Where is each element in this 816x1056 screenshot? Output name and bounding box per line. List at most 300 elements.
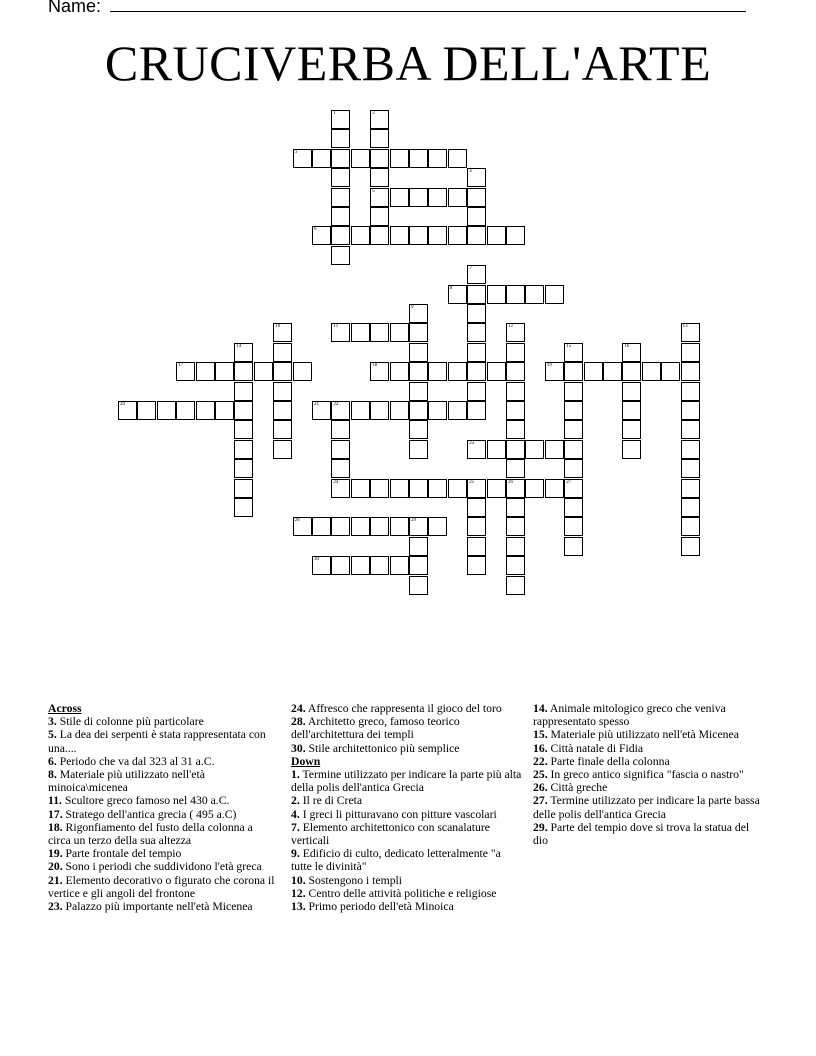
clue-item [291, 821, 523, 847]
cell-number: 13 [682, 324, 688, 330]
grid-cell[interactable] [234, 420, 253, 439]
clue-text: Elemento architettonico con scanalature verticali [291, 820, 490, 848]
grid-cell[interactable] [409, 362, 428, 381]
grid-cell[interactable] [467, 188, 486, 207]
grid-cell[interactable] [351, 517, 370, 536]
grid-cell[interactable] [681, 382, 700, 401]
grid-cell[interactable] [409, 304, 428, 323]
clues-column-1 [48, 702, 276, 913]
clue-item [291, 768, 523, 794]
clue-text: Città natale di Fidia [547, 741, 644, 755]
grid-cell[interactable] [467, 517, 486, 536]
grid-cell[interactable] [409, 401, 428, 420]
grid-cell[interactable] [409, 517, 428, 536]
grid-cell[interactable] [506, 517, 525, 536]
clue-item [48, 768, 276, 794]
clue-number: 11. [48, 794, 62, 808]
grid-cell[interactable] [234, 440, 253, 459]
clue-text: Periodo che va dal 323 al 31 a.C. [56, 754, 215, 768]
grid-cell[interactable] [525, 479, 544, 498]
clue-text: Rigonfiamento del fusto della colonna a circa un terzo della sua altezza [48, 820, 253, 848]
across-clue-list [48, 715, 276, 913]
grid-cell[interactable] [370, 188, 389, 207]
cell-number: 25 [469, 479, 475, 485]
grid-cell[interactable] [428, 479, 447, 498]
grid-cell[interactable] [390, 188, 409, 207]
grid-cell[interactable] [681, 401, 700, 420]
grid-cell[interactable] [331, 110, 350, 129]
grid-cell[interactable] [506, 382, 525, 401]
grid-cell[interactable] [448, 188, 467, 207]
clue-text: Materiale più utilizzato nell'età Micenea [547, 728, 739, 742]
grid-cell[interactable] [312, 401, 331, 420]
clue-text: Animale mitologico greco che veniva rappresentato spesso [533, 702, 726, 729]
grid-cell[interactable] [331, 207, 350, 226]
clue-text: Termine utilizzato per indicare la parte più alta della polis dell'antica Grecia [291, 768, 522, 795]
clue-number: 7. [291, 820, 300, 834]
grid-cell[interactable] [351, 226, 370, 245]
clue-number: 3. [48, 715, 57, 729]
grid-cell[interactable] [428, 401, 447, 420]
grid-cell[interactable] [506, 343, 525, 362]
clue-number: 10. [291, 873, 306, 887]
grid-cell[interactable] [564, 362, 583, 381]
grid-cell[interactable] [273, 362, 292, 381]
down-clue-list [291, 768, 523, 913]
grid-cell[interactable] [564, 459, 583, 478]
grid-cell[interactable] [467, 440, 486, 459]
grid-cell[interactable] [293, 149, 312, 168]
clue-item [48, 755, 276, 768]
grid-cell[interactable] [370, 149, 389, 168]
clue-text: La dea dei serpenti è stata rappresentata con una.... [48, 728, 266, 755]
grid-cell[interactable] [622, 382, 641, 401]
grid-cell[interactable] [234, 362, 253, 381]
grid-cell[interactable] [254, 362, 273, 381]
grid-cell[interactable] [137, 401, 156, 420]
cell-number: 10 [275, 324, 281, 330]
clue-number: 30. [291, 741, 306, 755]
clue-item [48, 794, 276, 807]
grid-cell[interactable] [312, 517, 331, 536]
grid-cell[interactable] [409, 149, 428, 168]
grid-cell[interactable] [331, 479, 350, 498]
down-clue-list-continued [533, 702, 763, 847]
clue-number: 6. [48, 754, 57, 768]
grid-cell[interactable] [409, 479, 428, 498]
clue-number: 28. [291, 715, 306, 729]
clue-number: 18. [48, 820, 63, 834]
clue-text: Affresco che rappresenta il gioco del toro [305, 702, 502, 715]
grid-cell[interactable] [370, 401, 389, 420]
grid-cell[interactable] [448, 401, 467, 420]
grid-cell[interactable] [467, 343, 486, 362]
grid-cell[interactable] [506, 401, 525, 420]
grid-cell[interactable] [506, 556, 525, 575]
cell-number: 2 [372, 111, 375, 116]
grid-cell[interactable] [370, 110, 389, 129]
grid-cell[interactable] [506, 479, 525, 498]
grid-cell[interactable] [331, 440, 350, 459]
cell-number: 24 [333, 479, 339, 485]
grid-cell[interactable] [196, 401, 215, 420]
grid-cell[interactable] [681, 362, 700, 381]
grid-cell[interactable] [331, 226, 350, 245]
grid-cell[interactable] [545, 479, 564, 498]
grid-cell[interactable] [681, 343, 700, 362]
grid-cell[interactable] [467, 382, 486, 401]
grid-cell[interactable] [467, 556, 486, 575]
clue-item [48, 728, 276, 754]
clue-text: Centro delle attività politiche e religiose [305, 886, 497, 900]
grid-cell[interactable] [312, 226, 331, 245]
grid-cell[interactable] [467, 285, 486, 304]
clue-number: 1. [291, 768, 300, 782]
clue-number: 16. [533, 741, 548, 755]
grid-cell[interactable] [564, 517, 583, 536]
clue-number: 15. [533, 728, 548, 742]
grid-cell[interactable] [661, 362, 680, 381]
grid-cell[interactable] [681, 498, 700, 517]
grid-cell[interactable] [487, 479, 506, 498]
grid-cell[interactable] [681, 537, 700, 556]
grid-cell[interactable] [409, 343, 428, 362]
clue-number: 2. [291, 794, 300, 808]
across-heading: Across [48, 702, 82, 715]
grid-cell[interactable] [409, 226, 428, 245]
clue-text: Sono i periodi che suddividono l'età greca [62, 860, 262, 874]
clue-text: Il re di Creta [299, 794, 363, 808]
clue-number: 27. [533, 794, 548, 808]
grid-cell[interactable] [273, 323, 292, 342]
grid-cell[interactable] [448, 479, 467, 498]
grid-cell[interactable] [390, 323, 409, 342]
grid-cell[interactable] [448, 362, 467, 381]
grid-cell[interactable] [234, 401, 253, 420]
grid-cell[interactable] [312, 149, 331, 168]
grid-cell[interactable] [370, 517, 389, 536]
grid-cell[interactable] [370, 323, 389, 342]
grid-cell[interactable] [525, 440, 544, 459]
cell-number: 1 [333, 111, 336, 116]
clue-item [533, 728, 763, 741]
grid-cell[interactable] [390, 517, 409, 536]
grid-cell[interactable] [642, 362, 661, 381]
grid-cell[interactable] [428, 149, 447, 168]
clue-number: 21. [48, 873, 63, 887]
cell-number: 23 [469, 440, 475, 446]
grid-cell[interactable] [196, 362, 215, 381]
clue-number: 23. [48, 900, 63, 914]
clue-item [291, 702, 523, 715]
grid-cell[interactable] [506, 420, 525, 439]
grid-cell[interactable] [331, 420, 350, 439]
grid-cell[interactable] [506, 323, 525, 342]
clue-item [533, 755, 763, 768]
clue-text: I greci li pitturavano con pitture vascolari [299, 807, 497, 821]
cell-number: 11 [333, 324, 339, 330]
grid-cell[interactable] [564, 479, 583, 498]
grid-cell[interactable] [370, 168, 389, 187]
grid-cell[interactable] [428, 188, 447, 207]
clue-number: 14. [533, 702, 548, 715]
clue-text: Termine utilizzato per indicare la parte bassa delle polis dell'antica Grecia [533, 794, 760, 821]
clue-number: 26. [533, 781, 548, 795]
grid-cell[interactable] [467, 537, 486, 556]
cell-number: 12 [508, 324, 513, 330]
grid-cell[interactable] [331, 556, 350, 575]
clue-item [291, 847, 523, 873]
clue-text: Sostengono i templi [305, 873, 403, 887]
grid-cell[interactable] [312, 556, 331, 575]
clue-text: Palazzo più importante nell'età Micenea [62, 900, 253, 914]
clue-number: 5. [48, 728, 57, 742]
grid-cell[interactable] [409, 382, 428, 401]
clue-item [48, 808, 276, 821]
clues-column-3 [533, 702, 763, 847]
cell-number: 5 [372, 188, 375, 194]
grid-cell[interactable] [545, 362, 564, 381]
grid-cell[interactable] [681, 459, 700, 478]
clue-text: Parte frontale del tempio [62, 847, 182, 861]
grid-cell[interactable] [331, 323, 350, 342]
clue-item [291, 808, 523, 821]
cell-number: 27 [566, 479, 572, 485]
grid-cell[interactable] [351, 149, 370, 168]
grid-cell[interactable] [118, 401, 137, 420]
grid-cell[interactable] [331, 459, 350, 478]
grid-cell[interactable] [487, 226, 506, 245]
cell-number: 30 [314, 557, 319, 563]
clue-text: Scultore greco famoso nel 430 a.C. [61, 794, 230, 808]
clue-text: Stile di colonne più particolare [56, 715, 204, 729]
cell-number: 26 [508, 479, 513, 485]
grid-cell[interactable] [331, 188, 350, 207]
clue-text: In greco antico significa "fascia o nastro" [547, 768, 744, 782]
grid-cell[interactable] [390, 479, 409, 498]
grid-cell[interactable] [351, 401, 370, 420]
clue-text: Parte finale della colonna [547, 754, 670, 768]
clue-number: 8. [48, 768, 57, 782]
clue-item [291, 900, 523, 913]
grid-cell[interactable] [448, 285, 467, 304]
grid-cell[interactable] [409, 188, 428, 207]
grid-cell[interactable] [506, 285, 525, 304]
grid-cell[interactable] [176, 401, 195, 420]
grid-cell[interactable] [370, 207, 389, 226]
grid-cell[interactable] [331, 149, 350, 168]
grid-cell[interactable] [176, 362, 195, 381]
grid-cell[interactable] [622, 440, 641, 459]
cell-number: 8 [449, 285, 453, 291]
grid-cell[interactable] [370, 226, 389, 245]
grid-cell[interactable] [506, 440, 525, 459]
grid-cell[interactable] [234, 382, 253, 401]
cell-number: 16 [624, 343, 630, 349]
grid-cell[interactable] [409, 556, 428, 575]
grid-cell[interactable] [622, 362, 641, 381]
grid-cell[interactable] [467, 362, 486, 381]
clue-number: 19. [48, 847, 63, 861]
cell-number: 7 [469, 266, 472, 272]
grid-cell[interactable] [234, 343, 253, 362]
grid-cell[interactable] [506, 362, 525, 381]
clue-number: 9. [291, 847, 300, 861]
clue-text: Architetto greco, famoso teorico dell'architettura dei templi [291, 715, 460, 742]
grid-cell[interactable] [331, 168, 350, 187]
grid-cell[interactable] [564, 401, 583, 420]
grid-cell[interactable] [409, 323, 428, 342]
grid-cell[interactable] [428, 362, 447, 381]
grid-cell[interactable] [390, 362, 409, 381]
grid-cell[interactable] [351, 556, 370, 575]
clue-item [533, 821, 763, 847]
grid-cell[interactable] [487, 440, 506, 459]
clue-number: 25. [533, 768, 548, 782]
grid-cell[interactable] [409, 440, 428, 459]
clue-text: Edificio di culto, dedicato letteralmente "a tutte le divinità" [291, 847, 501, 874]
cell-number: 15 [566, 343, 572, 349]
grid-cell[interactable] [506, 226, 525, 245]
clue-item [291, 887, 523, 900]
grid-cell[interactable] [467, 323, 486, 342]
grid-cell[interactable] [370, 362, 389, 381]
grid-cell[interactable] [564, 498, 583, 517]
grid-cell[interactable] [273, 440, 292, 459]
grid-cell[interactable] [487, 362, 506, 381]
grid-cell[interactable] [681, 479, 700, 498]
clue-item [291, 742, 523, 755]
grid-cell[interactable] [467, 304, 486, 323]
grid-cell[interactable] [467, 168, 486, 187]
grid-cell[interactable] [545, 440, 564, 459]
grid-cell[interactable] [331, 129, 350, 148]
puzzle-title: CRUCIVERBA DELL'ARTE [104, 35, 712, 91]
clue-item [48, 847, 276, 860]
grid-cell[interactable] [351, 479, 370, 498]
clue-number: 22. [533, 754, 548, 768]
grid-cell[interactable] [467, 207, 486, 226]
grid-cell[interactable] [681, 440, 700, 459]
grid-cell[interactable] [506, 459, 525, 478]
grid-cell[interactable] [234, 479, 253, 498]
grid-cell[interactable] [564, 343, 583, 362]
grid-cell[interactable] [467, 498, 486, 517]
grid-cell[interactable] [564, 537, 583, 556]
grid-cell[interactable] [390, 226, 409, 245]
grid-cell[interactable] [584, 362, 603, 381]
grid-cell[interactable] [467, 479, 486, 498]
cell-number: 19 [546, 363, 552, 369]
grid-cell[interactable] [273, 401, 292, 420]
clue-number: 4. [291, 807, 300, 821]
grid-cell[interactable] [390, 556, 409, 575]
grid-cell[interactable] [506, 537, 525, 556]
grid-cell[interactable] [622, 343, 641, 362]
grid-cell[interactable] [448, 226, 467, 245]
grid-cell[interactable] [215, 362, 234, 381]
grid-cell[interactable] [525, 285, 544, 304]
clue-text: Primo periodo dell'età Minoica [305, 900, 454, 914]
cell-number: 28 [294, 518, 300, 524]
clue-number: 24. [291, 702, 306, 715]
clue-item [48, 821, 276, 847]
grid-cell[interactable] [370, 129, 389, 148]
grid-cell[interactable] [390, 149, 409, 168]
clue-number: 20. [48, 860, 63, 874]
grid-cell[interactable] [390, 401, 409, 420]
grid-cell[interactable] [448, 149, 467, 168]
grid-cell[interactable] [545, 285, 564, 304]
grid-cell[interactable] [467, 265, 486, 284]
grid-cell[interactable] [409, 420, 428, 439]
cell-number: 3 [294, 149, 298, 155]
clue-item [291, 874, 523, 887]
grid-cell[interactable] [467, 401, 486, 420]
down-heading: Down [291, 754, 321, 768]
cell-number: 14 [236, 343, 242, 349]
clue-text: Stratego dell'antica grecia ( 495 a.C) [62, 807, 237, 821]
grid-cell[interactable] [234, 498, 253, 517]
grid-cell[interactable] [234, 459, 253, 478]
clue-item [48, 900, 276, 913]
across-clue-list-continued [291, 702, 523, 755]
clue-item [48, 715, 276, 728]
grid-cell[interactable] [564, 440, 583, 459]
grid-cell[interactable] [681, 517, 700, 536]
grid-cell[interactable] [273, 420, 292, 439]
grid-cell[interactable] [681, 323, 700, 342]
grid-cell[interactable] [331, 246, 350, 265]
name-label: Name: [48, 0, 107, 16]
grid-cell[interactable] [157, 401, 176, 420]
grid-cell[interactable] [603, 362, 622, 381]
grid-cell[interactable] [273, 343, 292, 362]
clue-text: Materiale più utilizzato nell'età minoica\micenea [48, 768, 205, 795]
grid-cell[interactable] [506, 576, 525, 595]
grid-cell[interactable] [564, 382, 583, 401]
grid-cell[interactable] [293, 362, 312, 381]
grid-cell[interactable] [564, 420, 583, 439]
cell-number: 20 [120, 402, 125, 407]
grid-cell[interactable] [215, 401, 234, 420]
grid-cell[interactable] [331, 401, 350, 420]
grid-cell[interactable] [409, 576, 428, 595]
clue-item [48, 860, 276, 873]
grid-cell[interactable] [409, 537, 428, 556]
grid-cell[interactable] [370, 479, 389, 498]
grid-cell[interactable] [293, 517, 312, 536]
grid-cell[interactable] [622, 401, 641, 420]
cell-number: 29 [411, 518, 416, 524]
grid-cell[interactable] [273, 382, 292, 401]
grid-cell[interactable] [370, 556, 389, 575]
grid-cell[interactable] [622, 420, 641, 439]
clue-text: Elemento decorativo o figurato che corona il vertice e gli angoli del frontone [48, 873, 275, 900]
grid-cell[interactable] [428, 226, 447, 245]
grid-cell[interactable] [428, 517, 447, 536]
cell-number: 9 [411, 305, 414, 310]
grid-cell[interactable] [331, 517, 350, 536]
grid-cell[interactable] [467, 226, 486, 245]
clue-number: 29. [533, 820, 548, 834]
grid-cell[interactable] [506, 498, 525, 517]
grid-cell[interactable] [351, 323, 370, 342]
clue-number: 12. [291, 886, 306, 900]
cell-number: 22 [333, 402, 339, 407]
grid-cell[interactable] [681, 420, 700, 439]
grid-cell[interactable] [487, 285, 506, 304]
